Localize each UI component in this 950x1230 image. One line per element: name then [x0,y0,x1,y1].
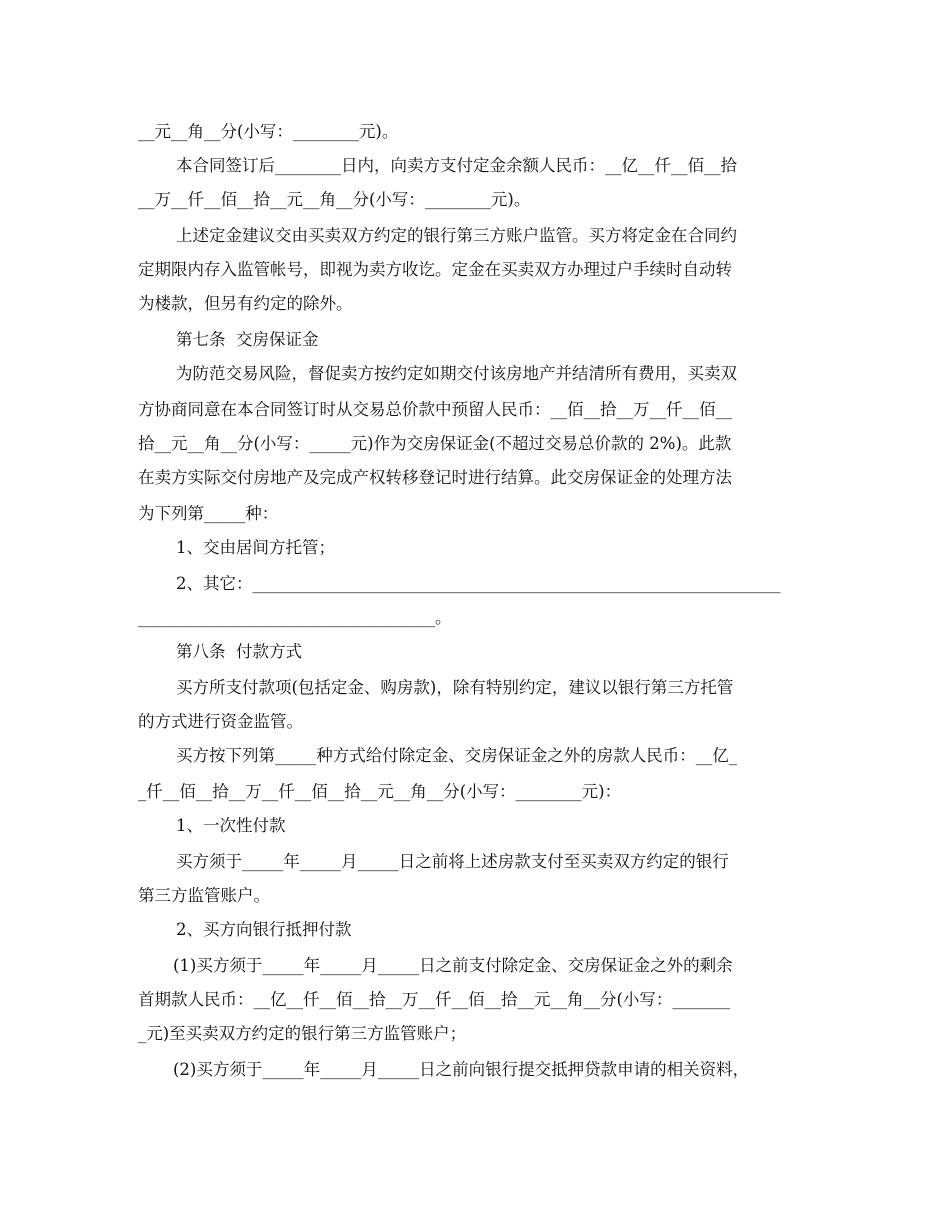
text-line: 买方按下列第_____种方式给付除定金、交房保证金之外的房款人民币：__亿_ [176,746,737,765]
section-heading: 第八条 付款方式 [176,642,302,661]
section-heading: 第七条 交房保证金 [176,330,319,349]
list-item: 1、交由居间方托管； [176,538,335,557]
text-line: 买方须于_____年_____月_____日之前将上述房款支付至买卖双方约定的银行 [176,852,729,871]
text-line: 上述定金建议交由买卖双方约定的银行第三方账户监管。买方将定金在合同约 [176,226,737,245]
text-line: ____________________________________。 [138,608,452,627]
list-item: 2、买方向银行抵押付款 [176,920,352,939]
text-line: 本合同签订后________日内，向卖方支付定金余额人民币：__亿__仟__佰__拾 [176,156,737,175]
text-line: 在卖方实际交付房地产及完成产权转移登记时进行结算。此交房保证金的处理方法 [138,468,732,487]
text-line: 买方所支付款项(包括定金、购房款)，除有特别约定，建议以银行第三方托管 [176,678,734,697]
list-item: 2、其它：________________________________________________________________ [176,574,781,593]
text-line: 第三方监管账户。 [138,886,270,905]
text-line: _元)至买卖双方约定的银行第三方监管账户； [138,1024,467,1043]
text-line: __元__角__分(小写：________元)。 [138,122,399,141]
text-line: 为下列第_____种： [138,504,279,523]
text-line: 拾__元__角__分(小写：_____元)作为交房保证金(不超过交易总价款的 2%)。此款 [138,434,732,453]
text-line: (2)买方须于_____年_____月_____日之前向银行提交抵押贷款申请的相关资料， [173,1060,750,1079]
text-line: 方协商同意在本合同签订时从交易总价款中预留人民币：__佰__拾__万__仟__佰__ [138,400,732,419]
text-line: _仟__佰__拾__万__仟__佰__拾__元__角__分(小写：________元)： [138,782,622,801]
text-line: __万__仟__佰__拾__元__角__分(小写：________元)。 [138,190,531,209]
text-line: 首期款人民币：__亿__仟__佰__拾__万__仟__佰__拾__元__角__分(小写：_______ [138,990,731,1009]
list-item: 1、一次性付款 [176,816,286,835]
text-line: 定期限内存入监管帐号，即视为卖方收讫。定金在买卖双方办理过户手续时自动转 [138,260,732,279]
text-line: 为防范交易风险，督促卖方按约定如期交付该房地产并结清所有费用，买卖双 [176,364,737,383]
text-line: (1)买方须于_____年_____月_____日之前支付除定金、交房保证金之外的剩余 [173,956,733,975]
text-line: 为楼款，但另有约定的除外。 [138,294,353,313]
text-line: 的方式进行资金监管。 [138,712,303,731]
